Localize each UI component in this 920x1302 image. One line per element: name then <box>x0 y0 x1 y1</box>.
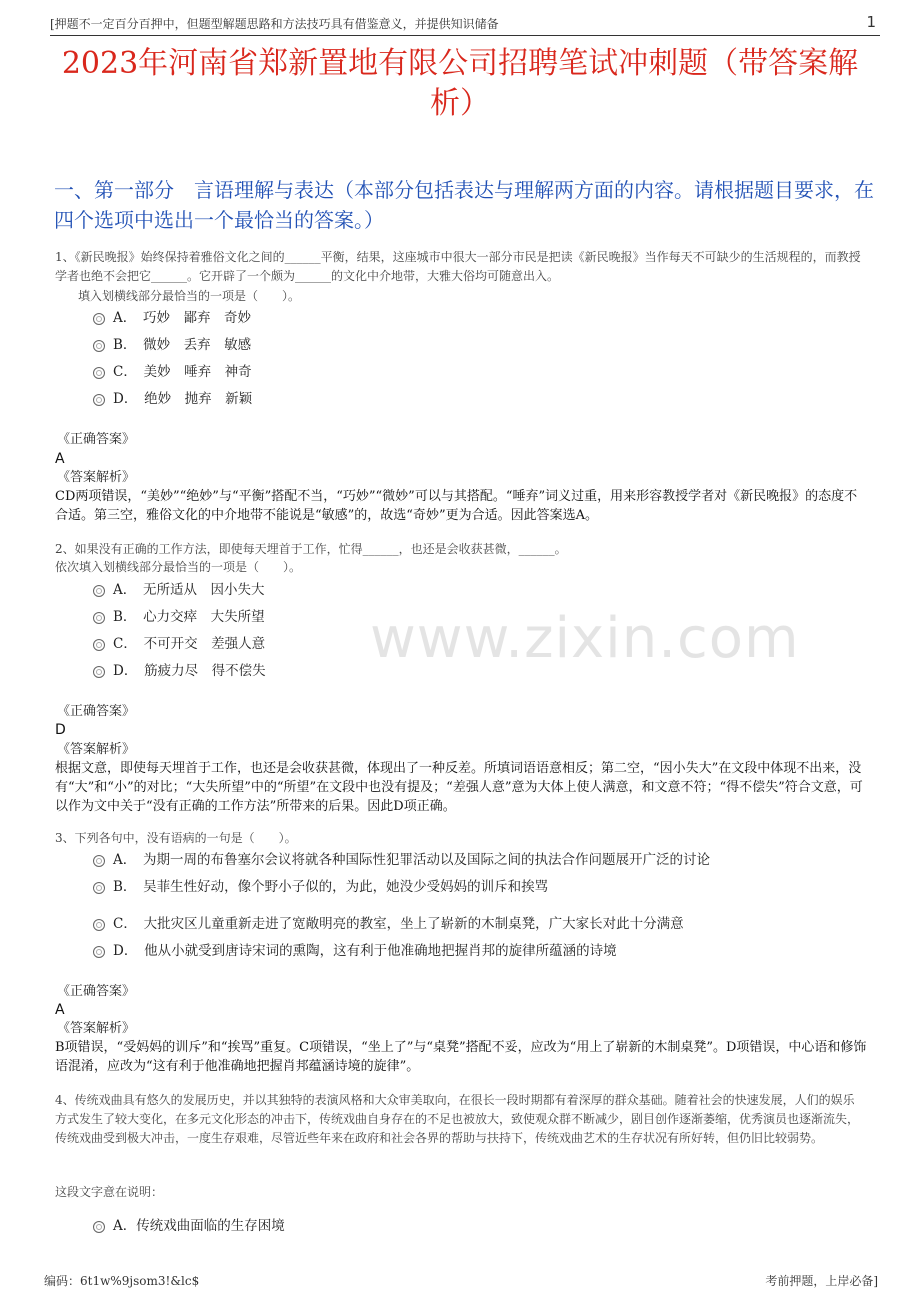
question-2-explanation-label: 《答案解析》 <box>57 742 136 757</box>
question-1-answer: A <box>55 451 65 467</box>
question-3-answer-label: 《正确答案》 <box>57 984 136 999</box>
question-3-option-d[interactable]: D． 他从小就受到唐诗宋词的熏陶，这有利于他准确地把握肖邦的旋律所蕴涵的诗境 <box>93 941 617 961</box>
question-1-option-c[interactable]: C． 美妙 唾弃 神奇 <box>93 362 252 382</box>
question-2-answer-label: 《正确答案》 <box>57 704 136 719</box>
question-3-option-c[interactable]: C． 大批灾区儿童重新走进了宽敞明亮的教室，坐上了崭新的木制桌凳，广大家长对此十分满意 <box>93 914 684 934</box>
radio-icon[interactable] <box>93 612 105 624</box>
question-2-stem: 2、如果没有正确的工作方法，即使每天埋首于工作，忙得______，也还是会收获甚微，______。 <box>55 542 567 556</box>
question-1-explanation-label: 《答案解析》 <box>57 470 136 485</box>
footer-code: 编码：6t1w%9jsom3!&lc$ <box>44 1274 200 1288</box>
radio-icon[interactable] <box>93 313 105 325</box>
question-2-option-c[interactable]: C． 不可开交 差强人意 <box>93 634 265 654</box>
question-2-option-a[interactable]: A． 无所适从 因小失大 <box>93 580 265 600</box>
question-1-stem: 1、《新民晚报》始终保持着雅俗文化之间的______平衡，结果，这座城市中很大一部分市民是把读《新民晚报》当作每天不可缺少的生活规程的，而教授学者也绝不会把它______。它开辟了一个颇为______的文化中介地带，大雅大俗均可随意出入。 <box>55 250 861 283</box>
question-3-option-b[interactable]: B． 吴菲生性好动，像个野小子似的，为此，她没少受妈妈的训斥和挨骂 <box>93 877 548 897</box>
radio-icon[interactable] <box>93 639 105 651</box>
document-title: 2023年河南省郑新置地有限公司招聘笔试冲刺题（带答案解析） <box>61 46 859 121</box>
footer-slogan: 考前押题，上岸必备] <box>765 1274 878 1288</box>
radio-icon[interactable] <box>93 367 105 379</box>
question-3-option-a[interactable]: A． 为期一周的布鲁塞尔会议将就各种国际性犯罪活动以及国际之间的执法合作问题展开广泛的讨论 <box>93 850 710 870</box>
question-1-option-d[interactable]: D． 绝妙 抛弃 新颖 <box>93 389 252 409</box>
question-2-answer: D <box>55 722 66 738</box>
radio-icon[interactable] <box>93 882 105 894</box>
question-1-prompt: 填入划横线部分最恰当的一项是（ ）。 <box>78 289 301 303</box>
radio-icon[interactable] <box>93 585 105 597</box>
question-4-prompt: 这段文字意在说明： <box>55 1185 164 1199</box>
question-2-prompt: 依次填入划横线部分最恰当的一项是（ ）。 <box>55 560 302 574</box>
watermark: www.zixin.com <box>370 606 800 671</box>
radio-icon[interactable] <box>93 855 105 867</box>
question-2-option-b[interactable]: B． 心力交瘁 大失所望 <box>93 607 265 627</box>
question-3-explanation: B项错误，“受妈妈的训斥”和“挨骂”重复。C项错误，“坐上了”与“桌凳”搭配不妥，应改为“用上了崭新的木制桌凳”。D项错误，中心语和修饰语混淆，应改为“这有利于他准确地把握肖邦蕴涵诗境的旋律”。 <box>55 1040 867 1074</box>
page-header <box>50 14 880 36</box>
radio-icon[interactable] <box>93 919 105 931</box>
radio-icon[interactable] <box>93 666 105 678</box>
radio-icon[interactable] <box>93 1221 105 1233</box>
radio-icon[interactable] <box>93 394 105 406</box>
section-heading: 一、第一部分 言语理解与表达（本部分包括表达与理解两方面的内容。请根据题目要求，在四个选项中选出一个最恰当的答案。） <box>54 178 874 232</box>
radio-icon[interactable] <box>93 946 105 958</box>
radio-icon[interactable] <box>93 340 105 352</box>
question-1-option-b[interactable]: B． 微妙 丢弃 敏感 <box>93 335 251 355</box>
question-1-option-a[interactable]: A． 巧妙 鄙弃 奇妙 <box>93 308 251 328</box>
question-3-explanation-label: 《答案解析》 <box>57 1021 136 1036</box>
question-1-answer-label: 《正确答案》 <box>57 432 136 447</box>
question-2-option-d[interactable]: D． 筋疲力尽 得不偿失 <box>93 661 266 681</box>
question-3-stem: 3、下列各句中，没有语病的一句是（ ）。 <box>55 831 297 845</box>
question-1-explanation: CD两项错误，“美妙”“绝妙”与“平衡”搭配不当，“巧妙”“微妙”可以与其搭配。“唾弃”词义过重，用来形容教授学者对《新民晚报》的态度不合适。第三空，雅俗文化的中介地带不能说是“敏感”的，故选“奇妙”更为合适。因此答案选A。 <box>55 489 858 523</box>
question-4-option-a[interactable]: A．传统戏曲面临的生存困境 <box>93 1216 285 1236</box>
question-3-answer: A <box>55 1002 65 1018</box>
question-2-explanation: 根据文意，即使每天埋首于工作，也还是会收获甚微，体现出了一种反差。所填词语语意相反；第二空，“因小失大”在文段中体现不出来，没有“大”和“小”的对比；“大失所望”中的“所望”在文段中也没有提及；“差强人意”意为大体上使人满意，和文意不符；“得不偿失”符合文意，可以作为文中关于“没有正确的工作方法”所带来的后果。因此D项正确。 <box>55 761 863 814</box>
header-text: [押题不一定百分百押中，但题型解题思路和方法技巧具有借鉴意义，并提供知识储备 <box>50 17 499 31</box>
page-number: 1 <box>866 13 876 31</box>
question-4-stem: 4、传统戏曲具有悠久的发展历史，并以其独特的表演风格和大众审美取向，在很长一段时期都有着深厚的群众基础。随着社会的快速发展，人们的娱乐方式发生了较大变化，在多元文化形态的冲击下，传统戏曲自身存在的不足也被放大，致使观众群不断减少，剧目创作逐渐萎缩，优秀演员也逐渐流失，传统戏曲受到极大冲击，一度生存艰难，尽管近些年来在政府和社会各界的帮助与扶持下，传统戏曲艺术的生存状况有所好转，但仍旧比较弱势。 <box>55 1093 860 1145</box>
